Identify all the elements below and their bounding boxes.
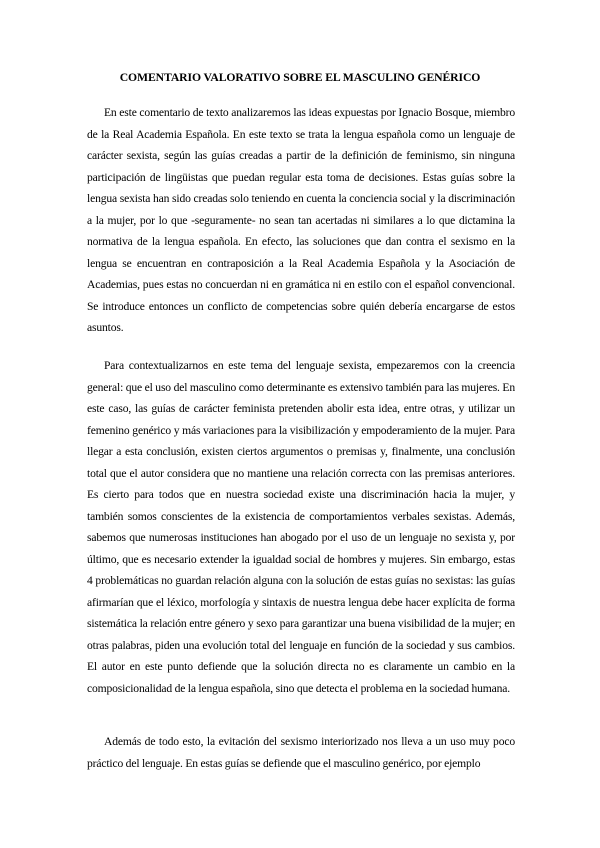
paragraph-2: Para contextualizarnos en este tema del lenguaje sexista, empezaremos con la creencia general: que el uso del masculino como determinante es extensivo también para las mujeres. En este caso, las guías de carácter feminista pretenden abolir esta idea, entre otras, y utilizar un femenino genérico y más variaciones para la visibilización y empoderamiento de la mujer. Para llegar a esta conclusión, existen ciertos argumentos o premisas y, finalmente, una conclusión total que el autor considera que no mantiene una relación correcta con las premisas anteriores. Es cierto para todos que en nuestra sociedad existe una discriminación hacia la mujer, y también somos conscientes de la existencia de comportamientos verbales sexistas. Además, sabemos que numerosas instituciones han abogado por el uso de un lenguaje no sexista y, por último, que es necesario extender la igualdad social de hombres y mujeres. Sin embargo, estas 4 problemáticas no guardan relación alguna con la solución de estas guías no sexistas: las guías afirmarían que el léxico, morfología y sintaxis de nuestra lengua debe hacer explícita de forma sistemática la relación entre género y sexo para garantizar una buena visibilidad de la mujer; en otras palabras, piden una evolución total del lenguaje en función de la sociedad y sus cambios. El autor en este punto defiende que la solución directa no es claramente un cambio en la composicionalidad de la lengua española, sino que detecta el problema en la sociedad humana. bbox=[87, 359, 515, 695]
paragraph-1: En este comentario de texto analizaremos las ideas expuestas por Ignacio Bosque, miembro de la Real Academia Española. En este texto se trata la lengua española como un lenguaje de carácter sexista, según las guías creadas a partir de la definición de feminismo, sin ninguna participación de lingüistas que puedan regular esta toma de decisiones. Estas guías sobre la lengua sexista han sido creadas solo teniendo en cuenta la conciencia social y la discriminación a la mujer, por lo que -seguramente- no sean tan acertadas ni similares a lo que dictamina la normativa de la lengua española. En efecto, las soluciones que dan contra el sexismo en la lengua se encuentran en contraposición a la Real Academia Española y la Asociación de Academias, pues estas no concuerdan ni en gramática ni en estilo con el español convencional. Se introduce entonces un conflicto de competencias sobre quién debería encargarse de estos asuntos. bbox=[87, 106, 515, 334]
document-title: COMENTARIO VALORATIVO SOBRE EL MASCULINO GENÉRICO bbox=[119, 71, 481, 84]
paragraph-3: Además de todo esto, la evitación del sexismo interiorizado nos lleva a un uso muy poco práctico del lenguaje. En estas guías se defiende que el masculino genérico, por ejemplo bbox=[87, 735, 515, 770]
